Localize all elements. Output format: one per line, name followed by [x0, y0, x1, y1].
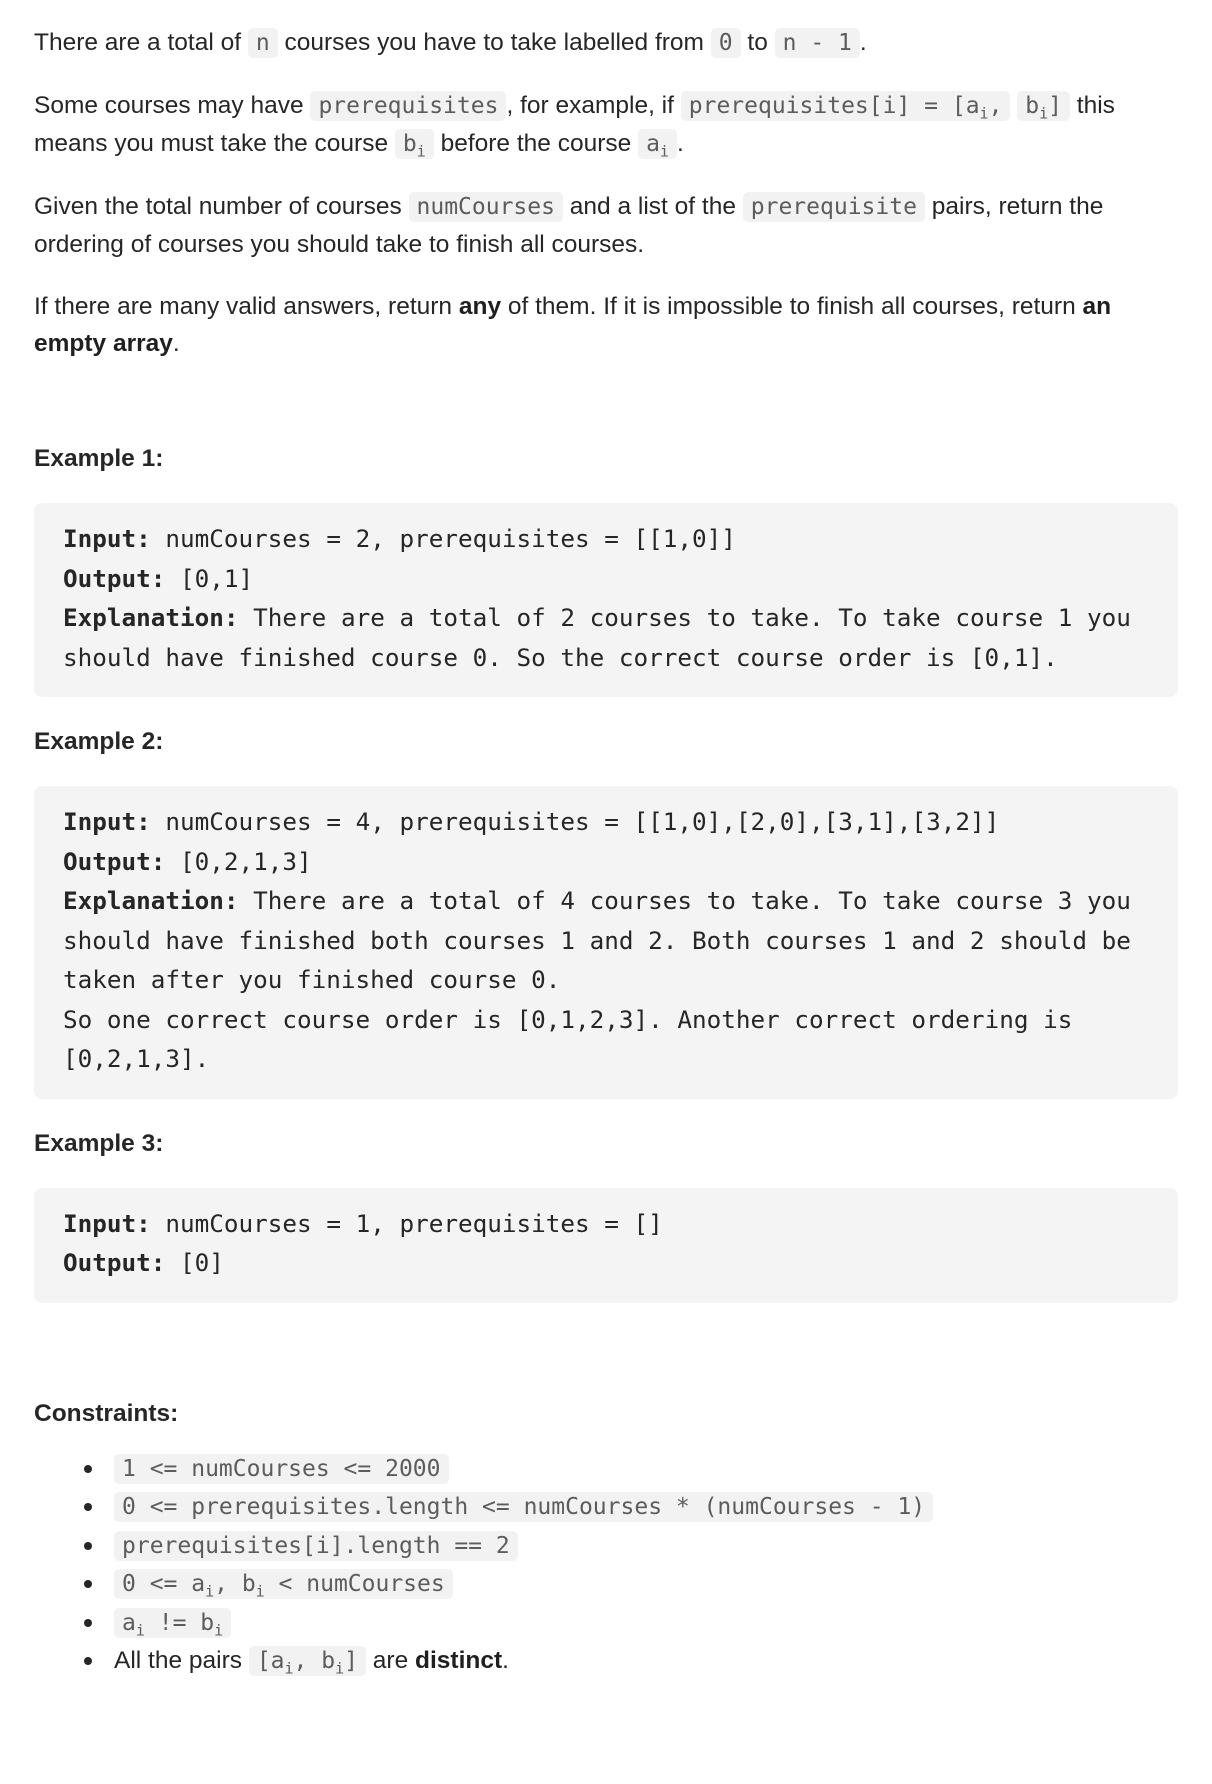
output-value: [0,1] — [165, 563, 254, 593]
constraint-item — [114, 1450, 1178, 1489]
output-label: Output: — [63, 1248, 166, 1277]
text: If there are many valid answers, return — [34, 293, 459, 320]
constraint-code: 0 <= prerequisites.length <= numCourses * (numCourses - 1) — [114, 1492, 933, 1522]
explanation-label: Explanation: — [63, 886, 239, 915]
inline-code-bi — [395, 129, 434, 159]
text: b — [402, 131, 417, 157]
subscript: i — [659, 142, 669, 161]
example-2-block — [34, 786, 1178, 1099]
inline-code-zero: 0 — [711, 28, 741, 58]
constraint-code — [249, 1646, 366, 1676]
inline-code-prerequisite: prerequisite — [743, 192, 925, 222]
bold-empty-array: an empty array — [34, 293, 1112, 357]
explanation-text: There are a total of 4 courses to take. To take course 3 you should have finished both courses 1 and 2. Both courses 1 and 2 should be taken after you finished course 0. So one correct course order is [0,1,2,3]. Another correct ordering is [0,2,1,3]. — [63, 886, 1131, 1073]
constraint-code: 1 <= numCourses <= 2000 — [114, 1454, 449, 1484]
input-value: numCourses = 4, prerequisites = [[1,0],[2,0],[3,1],[3,2]] — [150, 807, 1000, 836]
text: Given the total number of courses — [34, 193, 409, 220]
text: , — [988, 93, 1003, 119]
inline-code-bi-bracket — [1017, 91, 1070, 121]
intro-paragraph-1 — [34, 24, 1178, 62]
constraint-code: prerequisites[i].length == 2 — [114, 1531, 518, 1561]
text: . — [676, 130, 684, 157]
inline-code-prerequisites: prerequisites — [310, 91, 506, 121]
subscript: i — [255, 1582, 265, 1601]
text: [a — [256, 1648, 285, 1674]
subscript: i — [135, 1621, 145, 1640]
constraint-code — [114, 1608, 231, 1638]
output-value: [0,2,1,3] — [165, 846, 312, 876]
inline-code-n: n — [248, 28, 278, 58]
text: a — [122, 1609, 136, 1636]
intro-paragraph-3 — [34, 188, 1178, 263]
text: and a list of the — [562, 193, 743, 220]
constraint-item — [114, 1604, 1178, 1643]
subscript: i — [979, 104, 989, 123]
text: < numCourses — [264, 1571, 445, 1597]
text: . — [172, 330, 180, 357]
text: this means you must take the course — [34, 92, 1115, 157]
subscript: i — [214, 1621, 224, 1640]
intro-paragraph-4 — [34, 288, 1178, 362]
input-value: numCourses = 2, prerequisites = [[1,0]] — [150, 524, 736, 553]
text: to — [740, 29, 775, 56]
text: ] — [1048, 93, 1062, 119]
text: , b — [293, 1648, 336, 1674]
text: before the course — [433, 130, 639, 157]
example-3-block — [34, 1188, 1178, 1303]
inline-code-prerequisites-i — [681, 91, 1011, 121]
constraint-item — [114, 1527, 1178, 1566]
subscript: i — [1039, 104, 1049, 123]
example-1-title: Example 1: — [34, 445, 164, 472]
explanation-text: There are a total of 2 courses to take. To take course 1 you should have finished course 0. So the correct course order is [0,1]. — [63, 603, 1146, 672]
explanation-label: Explanation: — [63, 603, 239, 632]
subscript: i — [335, 1659, 345, 1678]
constraint-code — [114, 1569, 453, 1599]
constraints-list — [34, 1450, 1178, 1681]
text: ] — [344, 1648, 358, 1674]
text: courses you have to take labelled from — [277, 29, 711, 56]
text: , for example, if — [506, 92, 681, 119]
input-label: Input: — [63, 1208, 151, 1238]
text: 0 <= a — [122, 1571, 206, 1597]
bold-distinct: distinct — [415, 1647, 503, 1674]
example-1-block — [34, 503, 1178, 697]
text: All the pairs — [114, 1647, 249, 1674]
example-3-title: Example 3: — [34, 1129, 164, 1157]
inline-code-numcourses: numCourses — [409, 192, 563, 222]
output-label: Output: — [63, 563, 166, 593]
constraint-item — [114, 1488, 1178, 1527]
intro-paragraph-2 — [34, 87, 1178, 163]
inline-code-n-minus-1: n - 1 — [775, 28, 860, 58]
subscript: i — [416, 142, 426, 161]
text: There are a total of — [34, 29, 248, 56]
constraint-item — [114, 1642, 1178, 1681]
text: prerequisites[i] = [a — [688, 93, 980, 119]
text: are — [365, 1647, 416, 1674]
text: of them. If it is impossible to finish all courses, return — [501, 293, 1083, 320]
text: b — [1025, 93, 1040, 119]
inline-code-ai — [638, 129, 677, 159]
constraint-item — [114, 1565, 1178, 1604]
input-label: Input: — [63, 524, 151, 553]
text: Some courses may have — [34, 92, 311, 119]
output-value: [0] — [165, 1248, 224, 1277]
bold-any: any — [458, 293, 502, 320]
constraints-title: Constraints: — [34, 1399, 179, 1427]
input-label: Input: — [63, 807, 151, 836]
subscript: i — [205, 1582, 215, 1601]
text: pairs, return the ordering of courses you should take to finish all courses. — [34, 193, 1104, 258]
text: != b — [144, 1609, 215, 1636]
text: a — [646, 131, 660, 157]
text: . — [502, 1647, 509, 1674]
text: . — [859, 29, 867, 56]
output-label: Output: — [63, 846, 166, 876]
subscript: i — [284, 1659, 294, 1678]
input-value: numCourses = 1, prerequisites = [] — [150, 1208, 663, 1238]
text: , b — [214, 1571, 256, 1597]
example-2-title: Example 2: — [34, 728, 164, 755]
